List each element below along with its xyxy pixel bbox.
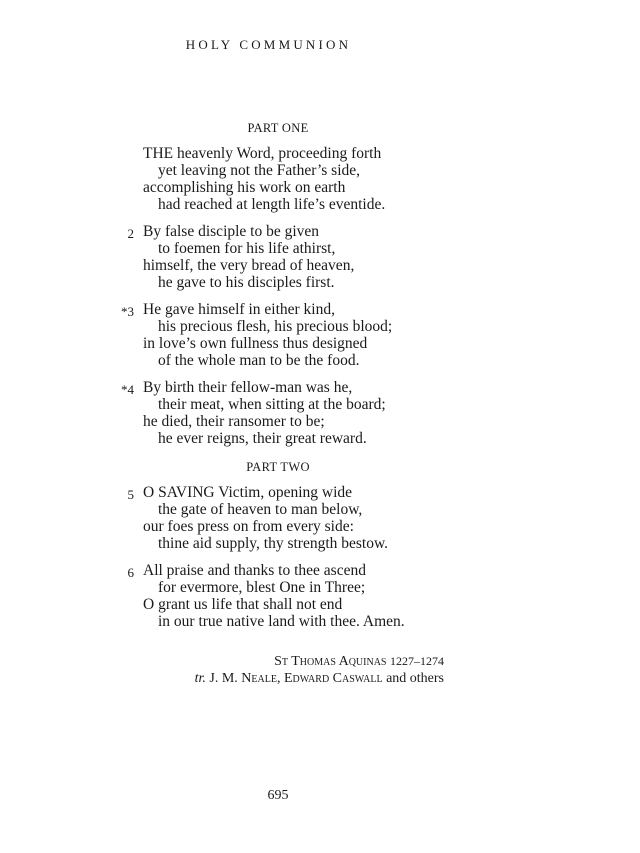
verse-line: of the whole man to be the food. [158,352,360,369]
page-number: 695 [267,788,289,803]
verse-line: the gate of heaven to man below, [158,501,363,518]
translator-names: J. M. Neale, Edward Caswall [209,671,383,686]
verse-line: O SAVING Victim, opening wide [143,484,353,501]
verse-line: thine aid supply, thy strength bestow. [158,535,389,552]
verse-line: All praise and thanks to thee ascend [143,562,366,579]
translator-suffix: and others [386,671,444,686]
author-attribution [274,654,444,670]
running-head: HOLY COMMUNION [185,37,352,52]
verse-line: By birth their fellow-man was he, [143,379,353,396]
verse-line: THE heavenly Word, proceeding forth [143,145,382,162]
translator-attribution [195,671,444,687]
verse-line: himself, the very bread of heaven, [143,257,355,274]
author-name: St Thomas Aquinas [274,654,387,669]
verse-line: in our true native land with thee. Amen. [158,613,405,630]
stanza-number: *3 [121,304,134,319]
verse-line: his precious flesh, his precious blood; [158,318,393,335]
part-heading-one: PART ONE [247,121,309,135]
verse-line: he died, their ransomer to be; [143,413,325,430]
verse-line: accomplishing his work on earth [143,179,346,196]
verse-line: for evermore, blest One in Three; [158,579,366,596]
tr-prefix: tr. [194,671,206,686]
verse-line: our foes press on from every side: [143,518,354,535]
verse-line: yet leaving not the Father’s side, [158,162,361,179]
verse-line: in love’s own fullness thus designed [143,335,368,352]
verse-line: O grant us life that shall not end [143,596,343,613]
verse-line: to foemen for his life athirst, [158,240,336,257]
verse-line: By false disciple to be given [143,223,320,240]
part-heading-two: PART TWO [246,460,310,474]
stanza-number: 5 [127,487,134,502]
stanza-number: 2 [127,226,134,241]
verse-line: he gave to his disciples first. [158,274,335,291]
verse-line: he ever reigns, their great reward. [158,430,367,447]
verse-line: He gave himself in either kind, [143,301,335,318]
author-dates: 1227–1274 [390,654,444,668]
stanza-number: *4 [121,382,134,397]
verse-line: their meat, when sitting at the board; [158,396,386,413]
stanza-number: 6 [127,565,134,580]
verse-line: had reached at length life’s eventide. [158,196,386,213]
